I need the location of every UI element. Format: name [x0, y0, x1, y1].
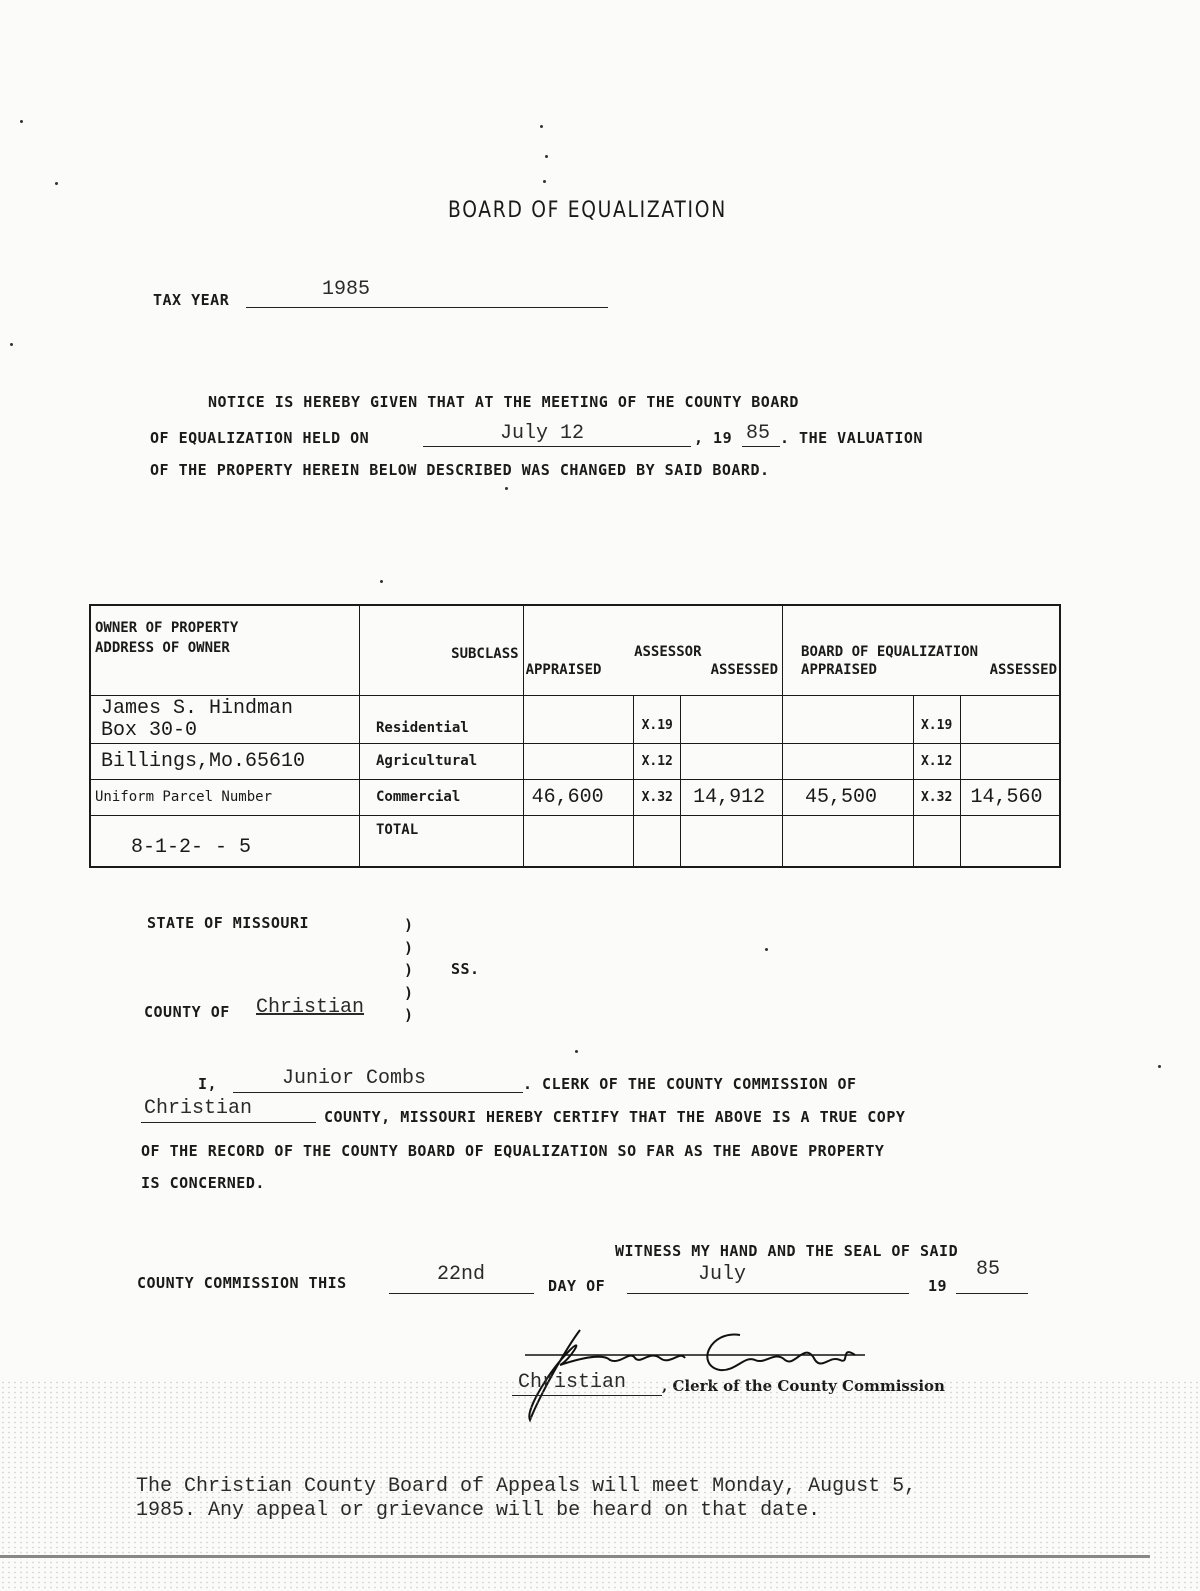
notice-line-2-post: . THE VALUATION	[780, 429, 923, 447]
owner-cell: Billings,Mo.65610	[90, 743, 360, 779]
witness-line-1: WITNESS MY HAND AND THE SEAL OF SAID	[615, 1242, 959, 1260]
venue-bracket: ) ) ) ) )	[404, 916, 414, 1024]
board-assessed-cell	[960, 815, 1060, 867]
cert-i-label: I,	[198, 1075, 218, 1093]
county-value: Christian	[256, 996, 365, 1019]
owner-header-line-1: OWNER OF PROPERTY	[95, 620, 239, 636]
assessor-appraised-cell	[523, 695, 634, 743]
board-appraised-cell: 45,500	[783, 779, 914, 815]
scan-speck	[540, 125, 543, 128]
clerk-name-underline	[233, 1092, 523, 1093]
table-header-row	[90, 605, 1060, 695]
scan-speck	[10, 343, 13, 346]
table-row	[90, 695, 1060, 743]
scan-speck	[575, 1050, 578, 1053]
board-multiplier-cell: X.19	[913, 695, 960, 743]
property-valuation-table	[89, 604, 1061, 868]
cert-county-value: Christian	[144, 1097, 253, 1120]
board-assessed-cell	[960, 695, 1060, 743]
subclass-cell: Agricultural	[360, 743, 524, 779]
notice-year-prefix: , 19	[694, 429, 733, 447]
notice-year-underline	[742, 446, 780, 447]
footer-line-2: 1985. Any appeal or grievance will be heard on that date.	[136, 1499, 821, 1522]
board-assessed-cell	[960, 743, 1060, 779]
owner-header	[90, 605, 360, 695]
table-row	[90, 779, 1060, 815]
page-bottom-rule	[0, 1555, 1150, 1558]
notice-line-1: NOTICE IS HEREBY GIVEN THAT AT THE MEETING OF THE COUNTY BOARD	[208, 393, 799, 411]
assessor-header	[523, 605, 782, 695]
assessor-appraised-cell	[523, 815, 634, 867]
board-appraised-header: APPRAISED	[801, 662, 877, 678]
witness-month-underline	[627, 1293, 909, 1294]
tax-year-value: 1985	[322, 278, 371, 301]
witness-line-2-pre: COUNTY COMMISSION THIS	[137, 1274, 347, 1292]
assessor-assessed-cell	[681, 695, 783, 743]
scan-speck	[765, 948, 768, 951]
signature-county-underline	[512, 1395, 662, 1396]
clerk-name-value: Junior Combs	[282, 1067, 427, 1090]
cert-line-2-post: COUNTY, MISSOURI HEREBY CERTIFY THAT THE ABOVE IS A TRUE COPY	[324, 1108, 906, 1126]
table-row	[90, 743, 1060, 779]
board-multiplier-cell	[913, 815, 960, 867]
witness-year-underline	[956, 1293, 1028, 1294]
cert-line-1-post: . CLERK OF THE COUNTY COMMISSION OF	[523, 1075, 857, 1093]
board-appraised-cell	[783, 743, 914, 779]
signature-county-value: Christian	[518, 1371, 627, 1394]
witness-day-underline	[389, 1293, 534, 1294]
notice-year-suffix: 85	[746, 422, 771, 445]
scan-speck	[380, 580, 383, 583]
owner-address-line: Box 30-0	[101, 720, 198, 740]
meeting-date-underline	[423, 446, 691, 447]
notice-line-3: OF THE PROPERTY HEREIN BELOW DESCRIBED WAS CHANGED BY SAID BOARD.	[150, 461, 770, 479]
scan-speck	[1158, 1065, 1161, 1068]
board-header-title: BOARD OF EQUALIZATION	[801, 644, 979, 660]
scan-speck	[545, 155, 548, 158]
cert-line-4: IS CONCERNED.	[141, 1174, 265, 1192]
witness-year-prefix: 19	[928, 1277, 948, 1295]
assessor-assessed-cell	[681, 743, 783, 779]
owner-name: James S. Hindman	[101, 697, 294, 720]
scan-speck	[505, 487, 508, 490]
assessor-subheaders	[524, 660, 782, 678]
board-header	[783, 605, 1060, 695]
parcel-number-cell: 8-1-2- - 5	[90, 815, 360, 867]
assessor-multiplier-cell: X.32	[634, 779, 681, 815]
assessor-assessed-header: ASSESSED	[710, 662, 779, 678]
assessor-multiplier-cell: X.19	[634, 695, 681, 743]
owner-cell: Uniform Parcel Number	[90, 779, 360, 815]
board-subheaders	[783, 660, 1059, 678]
witness-year-suffix: 85	[976, 1258, 1001, 1281]
board-assessed-header: ASSESSED	[989, 662, 1057, 678]
assessor-assessed-cell	[681, 815, 783, 867]
owner-header-line-2: ADDRESS OF OWNER	[95, 640, 230, 656]
county-label: COUNTY OF	[144, 1003, 230, 1021]
signed-name-text	[560, 1315, 643, 1329]
assessor-appraised-cell: 46,600	[523, 779, 634, 815]
tax-year-underline	[246, 307, 608, 308]
table-row	[90, 815, 1060, 867]
document-title: BOARD OF EQUALIZATION	[448, 198, 727, 223]
scan-speck	[20, 120, 23, 123]
scan-speck	[543, 180, 546, 183]
subclass-total-cell: TOTAL	[360, 815, 524, 867]
notice-line-2-pre: OF EQUALIZATION HELD ON	[150, 429, 370, 447]
subclass-cell: Commercial	[360, 779, 524, 815]
ss-label: SS.	[451, 960, 480, 978]
witness-month-value: July	[698, 1263, 747, 1286]
footer-line-1: The Christian County Board of Appeals will meet Monday, August 5,	[136, 1475, 917, 1498]
witness-day-of: DAY OF	[548, 1277, 606, 1295]
meeting-date-value: July 12	[500, 422, 585, 445]
assessor-appraised-cell	[523, 743, 634, 779]
board-multiplier-cell: X.32	[913, 779, 960, 815]
assessor-multiplier-cell: X.12	[634, 743, 681, 779]
signature-title: , Clerk of the County Commission	[662, 1377, 945, 1395]
cert-line-3: OF THE RECORD OF THE COUNTY BOARD OF EQUALIZATION SO FAR AS THE ABOVE PROPERTY	[141, 1142, 885, 1160]
witness-day-value: 22nd	[437, 1263, 486, 1286]
assessor-appraised-header: APPRAISED	[525, 662, 602, 678]
assessor-header-title: ASSESSOR	[634, 644, 702, 660]
owner-cell	[90, 695, 360, 743]
cert-county-underline	[141, 1122, 316, 1123]
board-appraised-cell	[783, 815, 914, 867]
subclass-cell: Residential	[360, 695, 524, 743]
tax-year-label: TAX YEAR	[153, 291, 230, 309]
subclass-header: SUBCLASS	[360, 605, 524, 695]
state-label: STATE OF MISSOURI	[147, 914, 310, 932]
assessor-multiplier-cell	[634, 815, 681, 867]
board-appraised-cell	[783, 695, 914, 743]
board-multiplier-cell: X.12	[913, 743, 960, 779]
scan-speck	[55, 182, 58, 185]
board-assessed-cell: 14,560	[960, 779, 1060, 815]
assessor-assessed-cell: 14,912	[681, 779, 783, 815]
